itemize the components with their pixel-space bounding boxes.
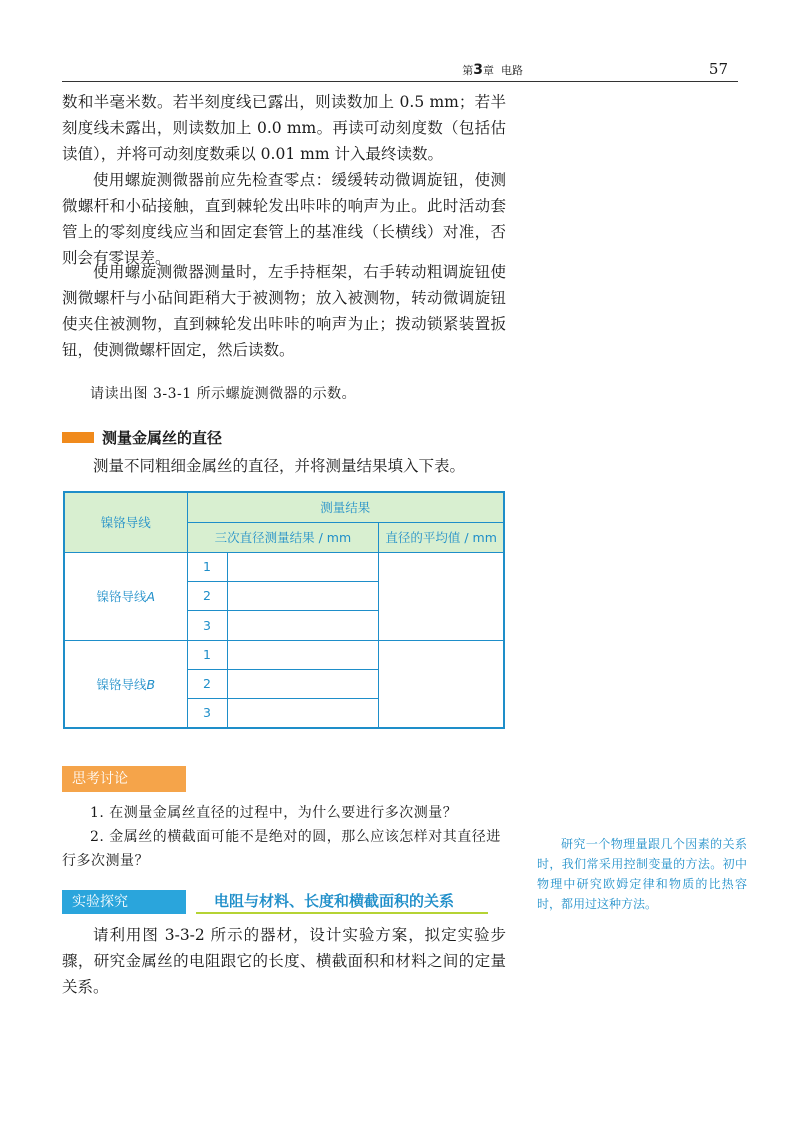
paragraph-reading-method: 数和半毫米数。若半刻度线已露出，则读数加上 0.5 mm；若半刻度线未露出，则读数加上 0.0 mm。再读可动刻度数（包括估读值），并将可动刻度数乘以 0.01 mm 计入最终读数。	[62, 93, 506, 163]
row-label-wire-a	[64, 552, 187, 640]
header-average: 直径的平均值 / mm	[379, 522, 504, 552]
trial-number: 2	[187, 581, 227, 610]
section-intro: 测量不同粗细金属丝的直径，并将测量结果填入下表。	[93, 457, 466, 475]
explore-title: 电阻与材料、长度和横截面积的关系	[196, 890, 488, 914]
measurement-cell[interactable]	[227, 698, 379, 728]
wire-b-letter: B	[146, 676, 156, 692]
trial-number: 1	[187, 552, 227, 581]
chapter-number: 3	[473, 62, 483, 78]
measurement-cell[interactable]	[227, 610, 379, 640]
section-marker-bar	[62, 432, 94, 443]
header-result: 测量结果	[187, 492, 504, 522]
discussion-question-1: 1. 在测量金属丝直径的过程中，为什么要进行多次测量？	[90, 805, 458, 821]
paragraph-zero-check: 使用螺旋测微器前应先检查零点：缓缓转动微调旋钮，使测微螺杆和小砧接触，直到棘轮发出咔咔的响声为止。此时活动套管上的零刻度线应当和固定套管上的基准线（长横线）对准，否则会有零误差。	[62, 171, 506, 267]
task-read-micrometer: 请读出图 3-3-1 所示螺旋测微器的示数。	[90, 386, 357, 402]
measurement-cell[interactable]	[227, 669, 379, 698]
row-label-wire-b	[64, 640, 187, 728]
discussion-question-2: 2. 金属丝的横截面可能不是绝对的圆，那么应该怎样对其直径进行多次测量？	[62, 829, 501, 869]
page-header	[62, 60, 738, 82]
side-note: 研究一个物理量跟几个因素的关系时，我们常采用控制变量的方法。初中物理中研究欧姆定律和物质的比热容时，都用过这种方法。	[537, 837, 747, 911]
wire-b-prefix: 镍铬导线	[96, 676, 147, 692]
chapter-title: 电路	[501, 64, 523, 77]
chapter-prefix: 第	[462, 64, 474, 77]
measurement-cell[interactable]	[227, 640, 379, 669]
average-cell[interactable]	[379, 552, 504, 640]
average-cell[interactable]	[379, 640, 504, 728]
paragraph-measure-procedure: 使用螺旋测微器测量时，左手持框架，右手转动粗调旋钮使测微螺杆与小砧间距稍大于被测物；放入被测物，转动微调旋钮使夹住被测物，直到棘轮发出咔咔的响声为止；拨动锁紧装置扳钮，使测微螺杆固定，然后读数。	[62, 263, 506, 359]
wire-a-letter: A	[146, 589, 156, 604]
chapter-label	[462, 62, 523, 78]
chapter-suffix: 章	[483, 64, 494, 77]
measurement-cell[interactable]	[227, 581, 379, 610]
trial-number: 2	[187, 669, 227, 698]
measurement-cell[interactable]	[227, 552, 379, 581]
header-wire: 镍铬导线	[64, 492, 187, 552]
explore-label: 实验探究	[62, 890, 186, 914]
wire-a-prefix: 镍铬导线	[96, 589, 147, 604]
explore-text: 请利用图 3-3-2 所示的器材，设计实验方案，拟定实验步骤，研究金属丝的电阻跟它的长度、横截面积和材料之间的定量关系。	[62, 926, 506, 996]
page-number: 57	[708, 60, 728, 78]
trial-number: 1	[187, 640, 227, 669]
trial-number: 3	[187, 698, 227, 728]
measurement-table	[63, 491, 505, 729]
discussion-label: 思考讨论	[62, 766, 186, 792]
header-three-measurements: 三次直径测量结果 / mm	[187, 522, 379, 552]
section-title: 测量金属丝的直径	[102, 429, 223, 447]
trial-number: 3	[187, 610, 227, 640]
